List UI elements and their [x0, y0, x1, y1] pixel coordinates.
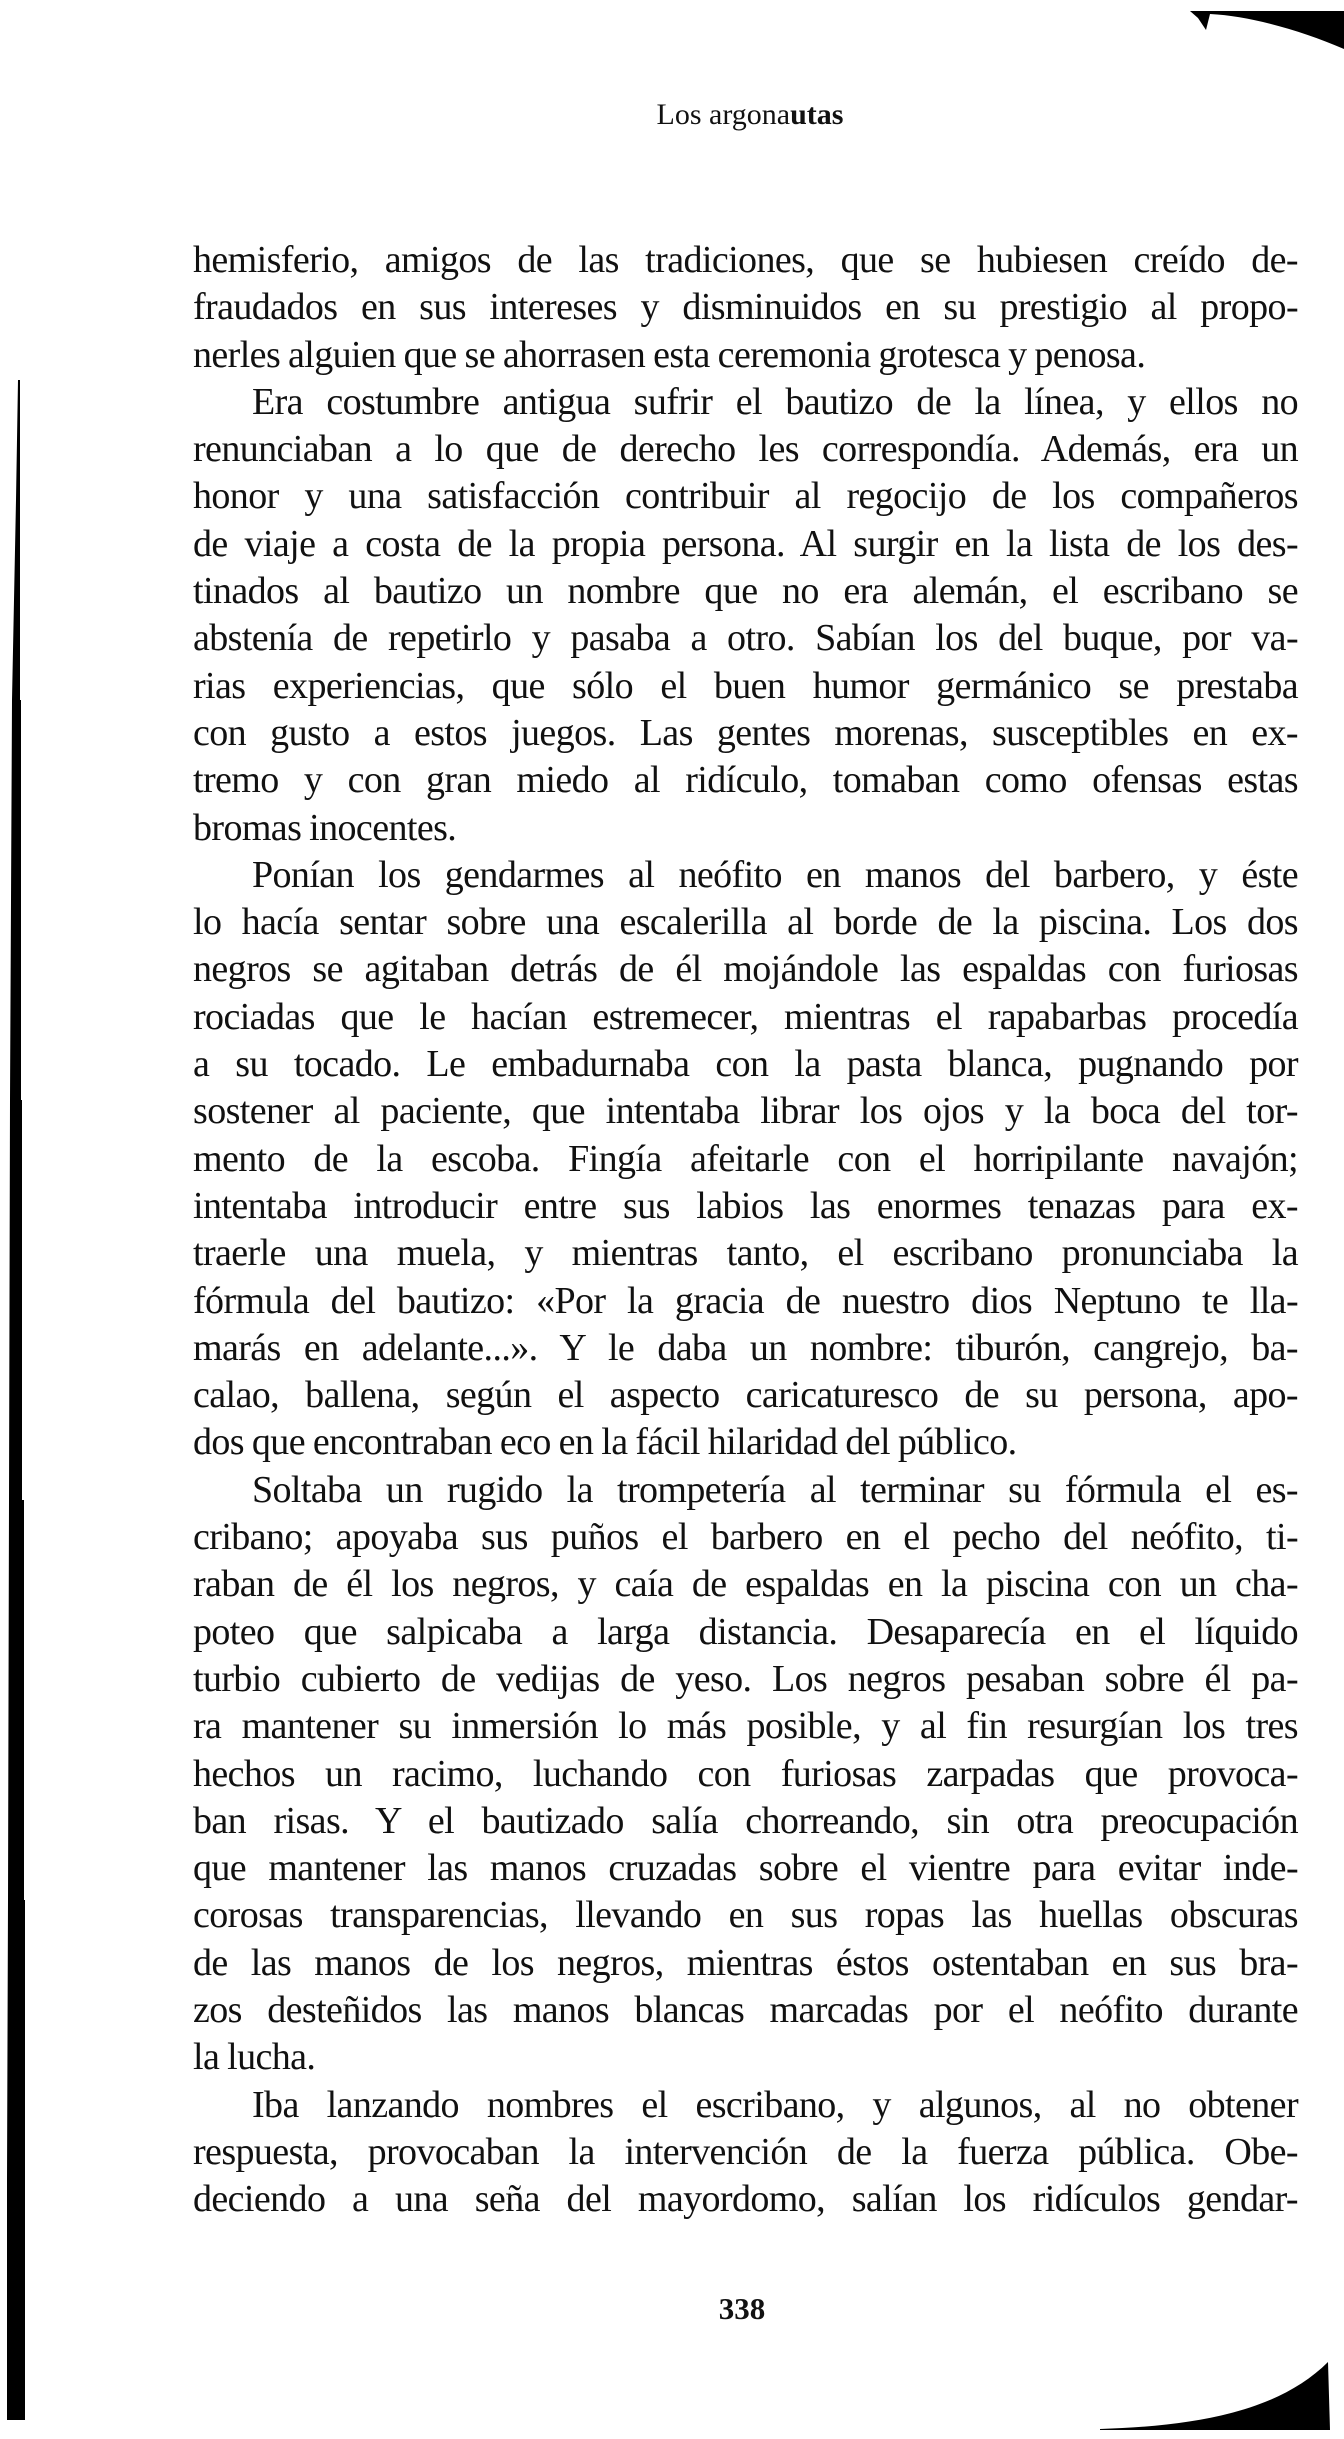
text-line: corosas transparencias, llevando en sus ropas las huellas obscuras	[193, 1894, 1298, 1937]
text-line: rociadas que le hacían estremecer, mientras el rapabarbas procedía	[193, 995, 1298, 1038]
text-line: sostener al paciente, que intentaba librar los ojos y la boca del tor-	[193, 1090, 1298, 1133]
binding-shadow-band	[7, 380, 25, 2420]
text-line: abstenía de repetirlo y pasaba a otro. Sabían los del buque, por va-	[193, 617, 1298, 660]
text-line: rias experiencias, que sólo el buen humor germánico se prestaba	[193, 664, 1298, 707]
running-head-title: Los argona	[656, 98, 791, 131]
text-line: ra mantener su inmersión lo más posible, y al fin resurgían los tres	[193, 1705, 1298, 1748]
text-line: nerles alguien que se ahorrasen esta ceremonia grotesca y penosa.	[193, 333, 1146, 376]
binding-shadow	[0, 0, 40, 2439]
text-line: respuesta, provocaban la intervención de la fuerza pública. Obe-	[193, 2130, 1298, 2173]
text-line: honor y una satisfacción contribuir al regocijo de los compañeros	[193, 475, 1298, 518]
text-line: Soltaba un rugido la trompetería al terminar su fórmula el es-	[252, 1468, 1298, 1511]
top-right-scan-shadow	[1180, 0, 1344, 60]
text-line: raban de él los negros, y caía de espaldas en la piscina con un cha-	[193, 1563, 1298, 1606]
text-line: a su tocado. Le embadurnaba con la pasta blanca, pugnando por	[193, 1043, 1298, 1086]
text-line: Era costumbre antigua sufrir el bautizo de la línea, y ellos no	[252, 380, 1298, 423]
text-line: con gusto a estos juegos. Las gentes morenas, susceptibles en ex-	[193, 711, 1298, 754]
text-line: bromas inocentes.	[193, 806, 457, 849]
text-line: cribano; apoyaba sus puños el barbero en el pecho del neófito, ti-	[193, 1516, 1298, 1559]
text-line: marás en adelante...». Y le daba un nombre: tiburón, cangrejo, ba-	[193, 1326, 1298, 1369]
text-line: hechos un racimo, luchando con furiosas zarpadas que provoca-	[193, 1752, 1298, 1795]
text-line: turbio cubierto de vedijas de yeso. Los negros pesaban sobre él pa-	[193, 1657, 1298, 1700]
text-line: deciendo a una seña del mayordomo, salían los ridículos gendar-	[193, 2178, 1298, 2221]
text-line: tremo y con gran miedo al ridículo, tomaban como ofensas estas	[193, 759, 1298, 802]
text-line: zos desteñidos las manos blancas marcadas por el neófito durante	[193, 1988, 1298, 2031]
page-number: 338	[718, 2291, 766, 2326]
text-line: traerle una muela, y mientras tanto, el escribano pronunciaba la	[193, 1232, 1298, 1275]
text-line: lo hacía sentar sobre una escalerilla al borde de la piscina. Los dos	[193, 901, 1298, 944]
text-line: Iba lanzando nombres el escribano, y algunos, al no obtener	[252, 2083, 1298, 2126]
text-line: de viaje a costa de la propia persona. Al surgir en la lista de los des-	[193, 522, 1298, 565]
text-line: hemisferio, amigos de las tradiciones, que se hubiesen creído de-	[193, 239, 1298, 281]
text-line: de las manos de los negros, mientras éstos ostentaban en sus bra-	[193, 1941, 1298, 1984]
text-line: tinados al bautizo un nombre que no era alemán, el escribano se	[193, 570, 1298, 613]
text-line: mento de la escoba. Fingía afeitarle con el horripilante navajón;	[193, 1137, 1298, 1180]
bottom-right-scan-shadow	[1090, 2350, 1344, 2439]
text-line: negros se agitaban detrás de él mojándole las espaldas con furiosas	[193, 948, 1298, 991]
text-line: dos que encontraban eco en la fácil hilaridad del público.	[193, 1421, 1017, 1464]
running-head-title-smudged: utas	[790, 98, 844, 131]
body-text	[193, 237, 1298, 2223]
text-line: ban risas. Y el bautizado salía chorreando, sin otra preocupación	[193, 1799, 1298, 1842]
text-line: Ponían los gendarmes al neófito en manos del barbero, y éste	[252, 853, 1298, 896]
text-line: fórmula del bautizo: «Por la gracia de nuestro dios Neptuno te lla-	[193, 1279, 1298, 1322]
running-head	[560, 97, 940, 133]
text-line: que mantener las manos cruzadas sobre el vientre para evitar inde-	[193, 1847, 1298, 1890]
text-line: calao, ballena, según el aspecto caricaturesco de su persona, apo-	[193, 1374, 1298, 1417]
text-line: intentaba introducir entre sus labios las enormes tenazas para ex-	[193, 1184, 1298, 1227]
text-line: renunciaban a lo que de derecho les correspondía. Además, era un	[193, 428, 1298, 471]
text-line: poteo que salpicaba a larga distancia. Desaparecía en el líquido	[193, 1610, 1298, 1653]
text-line: fraudados en sus intereses y disminuidos en su prestigio al propo-	[193, 286, 1298, 329]
text-line: la lucha.	[193, 2036, 316, 2079]
